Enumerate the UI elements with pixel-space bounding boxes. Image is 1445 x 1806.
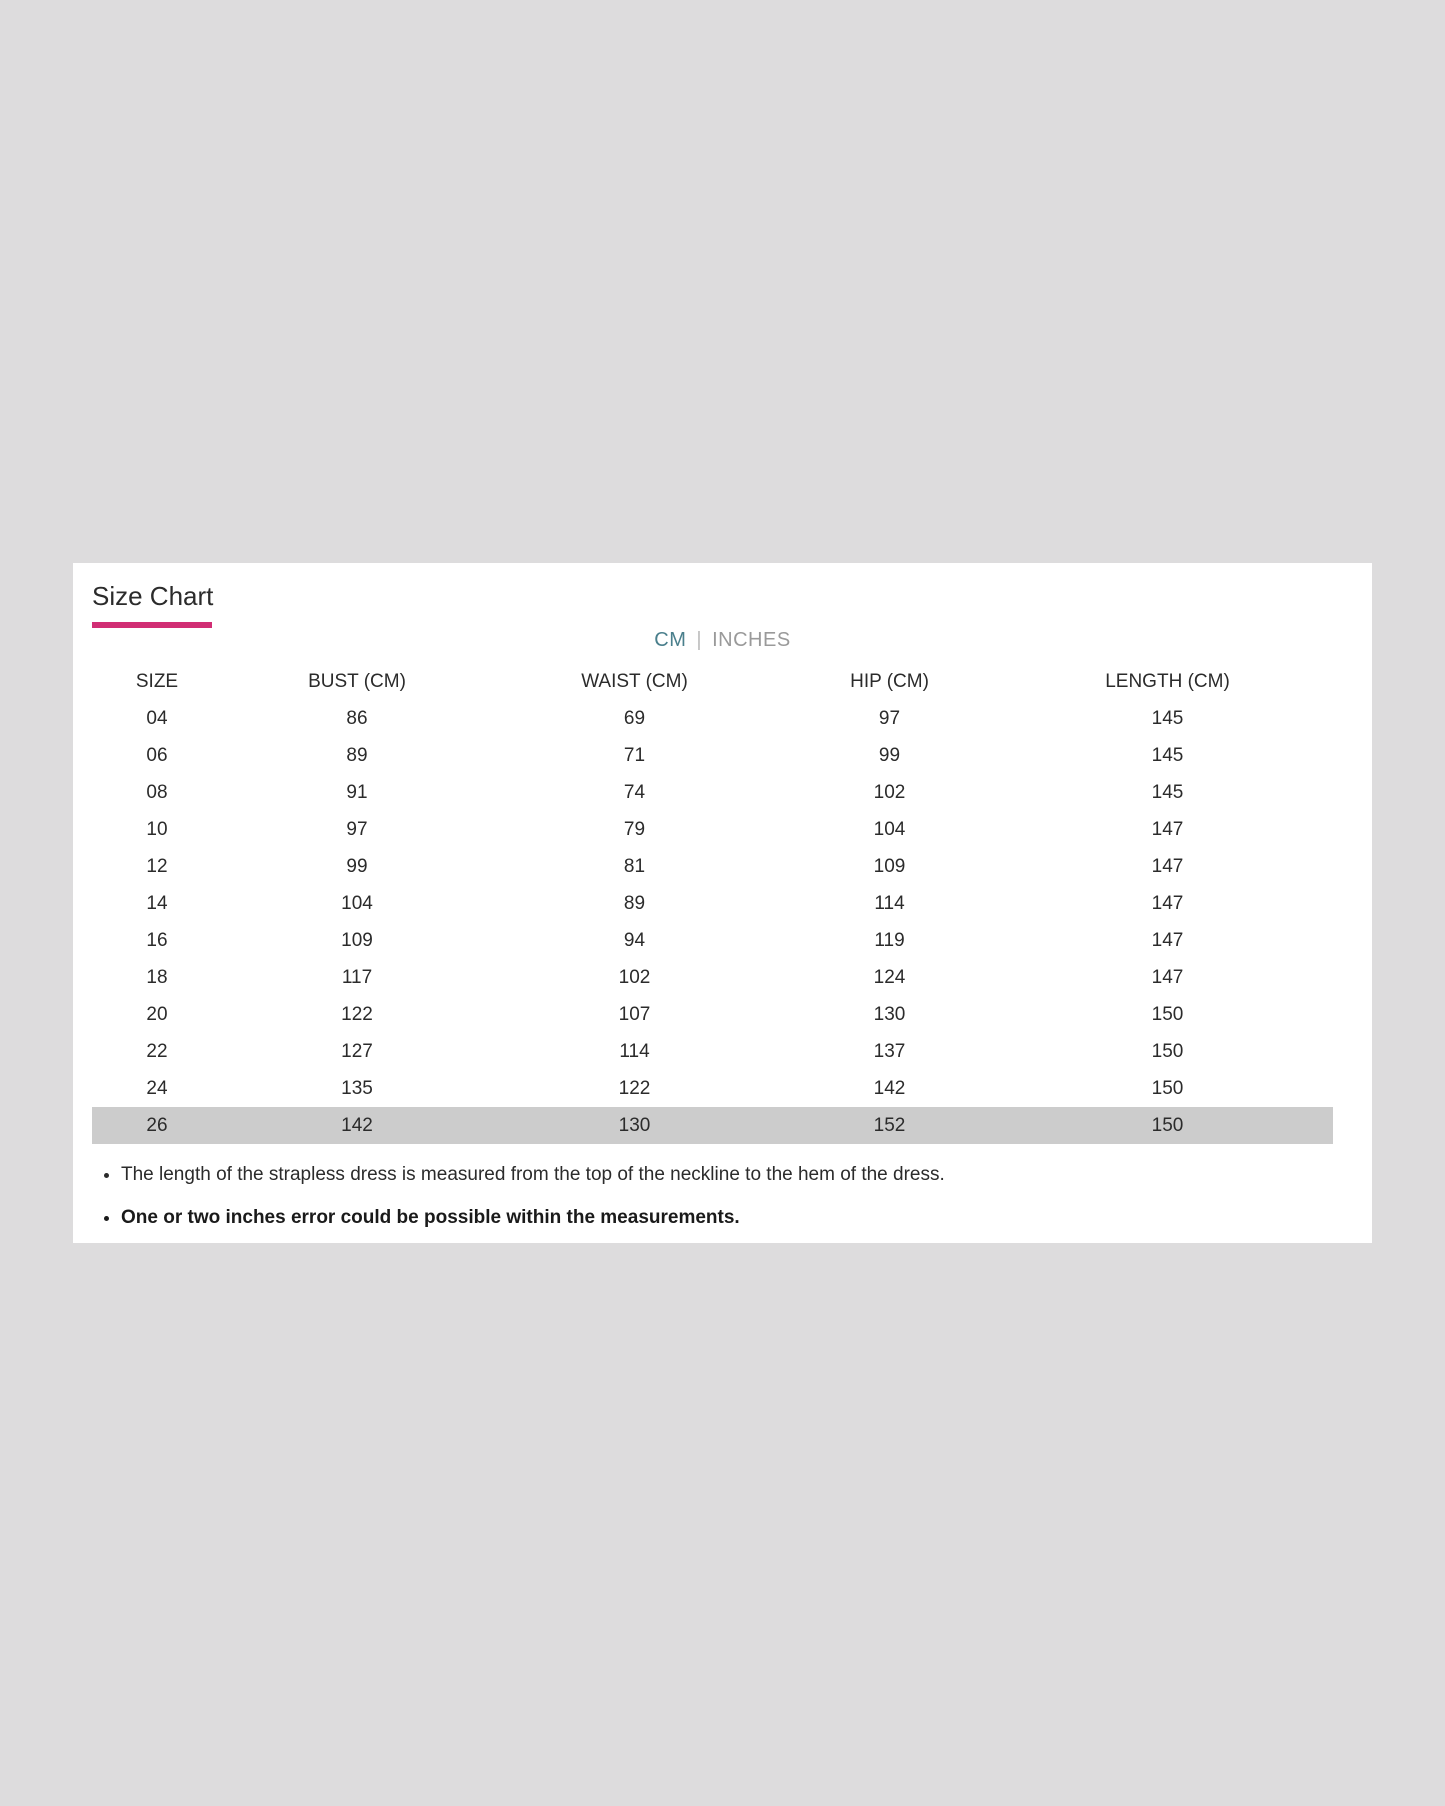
table-row [92,1033,1333,1070]
cell-hip: 102 [873,781,906,803]
size-chart-title: Size Chart [92,581,214,611]
cell-length: 147 [1151,966,1184,988]
cell-bust: 142 [222,1107,492,1144]
cell-length: 147 [1151,818,1184,840]
cell-length: 150 [1151,1040,1184,1062]
unit-toggle [73,629,1372,652]
cell-length: 147 [1151,855,1184,877]
table-row [92,1070,1333,1107]
cell-hip: 152 [777,1107,1002,1144]
table-row [92,959,1333,996]
cell-waist: 94 [623,929,646,951]
cell-length: 145 [1151,744,1184,766]
header-length: LENGTH (CM) [1105,670,1230,692]
cell-hip: 114 [874,892,905,914]
cell-hip: 104 [873,818,906,840]
unit-cm-option[interactable]: CM [654,629,687,651]
table-row [92,922,1333,959]
cell-size: 18 [146,966,168,988]
cell-length: 150 [1151,1003,1184,1025]
cell-bust: 127 [341,1040,373,1062]
cell-size: 06 [146,744,168,766]
title-underline [92,622,212,628]
cell-waist: 74 [623,781,646,803]
cell-waist: 69 [623,707,646,729]
cell-bust: 91 [346,781,368,803]
measurement-notes [103,1163,945,1249]
header-size: SIZE [135,670,179,692]
cell-bust: 89 [346,744,368,766]
cell-waist: 107 [618,1003,651,1025]
cell-length: 147 [1151,892,1184,914]
cell-waist: 81 [623,855,646,877]
cell-size: 10 [146,818,168,840]
table-row [92,700,1333,737]
cell-bust: 104 [341,892,373,914]
cell-waist: 89 [623,892,646,914]
table-row [92,774,1333,811]
size-chart-panel [73,563,1372,1243]
cell-waist: 71 [623,744,646,766]
cell-length: 147 [1151,929,1184,951]
cell-waist: 102 [618,966,651,988]
cell-hip: 130 [873,1003,906,1025]
cell-size: 14 [146,892,168,914]
table-row [92,737,1333,774]
cell-size: 26 [92,1107,222,1144]
cell-hip: 99 [878,744,901,766]
header-waist: WAIST (CM) [581,670,688,692]
cell-hip: 109 [873,855,906,877]
table-row-highlighted [92,1107,1333,1144]
table-header-row [92,663,1333,700]
cell-hip: 137 [873,1040,906,1062]
cell-bust: 122 [341,1003,373,1025]
cell-bust: 99 [346,855,368,877]
note-length-measurement: • The length of the strapless dress is measured from the top of the neckline to the hem of the dress. [121,1163,945,1187]
table-row [92,848,1333,885]
cell-waist: 130 [492,1107,777,1144]
cell-waist: 114 [619,1040,650,1062]
cell-length: 150 [1002,1107,1333,1144]
cell-bust: 97 [346,818,368,840]
note-error-margin: • One or two inches error could be possible within the measurements. [121,1206,945,1230]
cell-bust: 117 [341,966,373,988]
table-row [92,996,1333,1033]
size-table [92,663,1333,1144]
cell-size: 12 [146,855,168,877]
table-row [92,885,1333,922]
cell-size: 24 [146,1077,168,1099]
cell-hip: 97 [878,707,901,729]
cell-size: 16 [146,929,168,951]
header-hip: HIP (CM) [850,670,929,692]
cell-size: 20 [146,1003,168,1025]
cell-waist: 79 [623,818,646,840]
cell-hip: 142 [873,1077,906,1099]
cell-length: 145 [1151,707,1184,729]
cell-bust: 109 [341,929,373,951]
cell-size: 22 [146,1040,168,1062]
cell-hip: 124 [873,966,906,988]
cell-bust: 135 [341,1077,373,1099]
unit-inches-option[interactable]: INCHES [712,629,791,651]
cell-bust: 86 [346,707,368,729]
cell-length: 145 [1151,781,1184,803]
cell-size: 08 [146,781,168,803]
cell-hip: 119 [874,929,905,951]
cell-size: 04 [146,707,168,729]
unit-separator: | [696,629,703,651]
cell-length: 150 [1151,1077,1184,1099]
table-row [92,811,1333,848]
cell-waist: 122 [618,1077,651,1099]
header-bust: BUST (CM) [308,670,406,692]
